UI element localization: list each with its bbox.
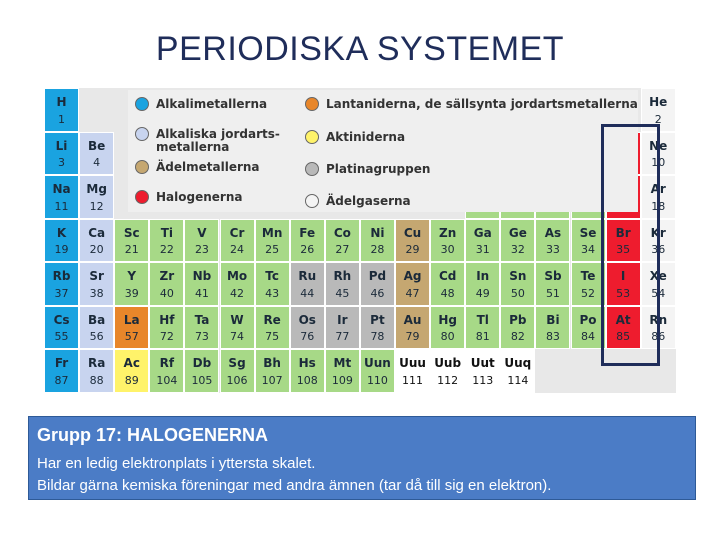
element-symbol: Uuq	[504, 356, 532, 370]
element-symbol: K	[56, 225, 67, 240]
element-number: 37	[54, 286, 69, 300]
legend-label: Aktiniderna	[326, 130, 406, 144]
element-number: 88	[89, 373, 104, 387]
element-number: 109	[331, 373, 353, 387]
element-cell-cr	[220, 219, 255, 263]
element-number: 75	[265, 330, 280, 343]
element-symbol: Pb	[509, 312, 527, 327]
element-symbol: Mt	[333, 356, 352, 370]
element-symbol: Zn	[439, 225, 457, 240]
element-number: 45	[335, 286, 350, 300]
element-symbol: Ar	[650, 182, 666, 196]
element-symbol: Mg	[86, 182, 107, 196]
element-symbol: Os	[298, 312, 316, 327]
element-number: 44	[300, 286, 315, 300]
element-symbol: Ir	[337, 312, 348, 327]
element-symbol: Ni	[370, 225, 385, 240]
element-symbol: Uut	[470, 356, 495, 370]
element-symbol: Rh	[333, 269, 352, 283]
element-cell-uub	[430, 349, 465, 393]
element-cell-ta	[184, 306, 219, 350]
element-symbol: Uun	[364, 356, 391, 370]
info-line-1: Har en ledig elektronplats i yttersta skalet.	[37, 455, 316, 472]
element-number: 86	[651, 330, 666, 343]
element-symbol: Ag	[403, 269, 422, 283]
legend-swatch	[135, 97, 149, 111]
legend-swatch	[135, 190, 149, 204]
element-number: 114	[507, 373, 529, 387]
element-cell-ra	[79, 349, 114, 393]
element-number: 89	[124, 373, 139, 387]
element-symbol: Re	[263, 312, 281, 327]
element-symbol: Se	[579, 225, 597, 240]
legend-swatch	[305, 162, 319, 176]
element-symbol: Na	[52, 182, 71, 196]
element-number: 79	[405, 330, 420, 343]
legend	[128, 90, 638, 212]
element-cell-as	[535, 219, 570, 263]
element-number: 2	[654, 112, 662, 126]
info-line-2: Bildar gärna kemiska föreningar med andra ämnen (tar då till sig en elektron).	[37, 477, 552, 494]
element-number: 76	[300, 330, 315, 343]
element-cell-mn	[255, 219, 290, 263]
element-symbol: Ga	[473, 225, 492, 240]
element-cell-hg	[430, 306, 465, 350]
element-symbol: Uub	[434, 356, 462, 370]
legend-label: Halogenerna	[156, 190, 243, 204]
element-number: 40	[159, 286, 174, 300]
legend-swatch	[135, 160, 149, 174]
element-symbol: Sn	[509, 269, 527, 283]
element-cell-h	[44, 88, 79, 132]
element-cell-zr	[149, 262, 184, 306]
element-number: 24	[230, 243, 245, 256]
element-symbol: Bi	[546, 312, 560, 327]
element-cell-pd	[360, 262, 395, 306]
element-number: 28	[370, 243, 385, 256]
element-cell-re	[255, 306, 290, 350]
element-symbol: Db	[192, 356, 212, 370]
element-symbol: Fe	[299, 225, 316, 240]
element-number: 39	[124, 286, 139, 300]
element-number: 111	[402, 373, 424, 387]
element-symbol: Co	[333, 225, 351, 240]
legend-label: Alkalimetallerna	[156, 97, 268, 111]
element-number: 57	[124, 330, 139, 343]
element-symbol: Ne	[649, 138, 668, 153]
element-symbol: Ra	[87, 356, 106, 370]
element-cell-sb	[535, 262, 570, 306]
element-symbol: I	[620, 269, 626, 283]
element-number: 83	[545, 330, 560, 343]
element-number: 41	[194, 286, 209, 300]
element-cell-v	[184, 219, 219, 263]
element-cell-uun	[360, 349, 395, 393]
element-cell-ru	[290, 262, 325, 306]
element-number: 20	[89, 243, 104, 256]
element-number: 77	[335, 330, 350, 343]
element-cell-au	[395, 306, 430, 350]
element-symbol: Po	[579, 312, 597, 327]
element-cell-rf	[149, 349, 184, 393]
element-cell-hf	[149, 306, 184, 350]
element-symbol: Li	[55, 138, 68, 153]
element-number: 50	[510, 286, 525, 300]
element-number: 104	[156, 373, 178, 387]
element-symbol: Te	[580, 269, 596, 283]
element-symbol: At	[615, 312, 631, 327]
element-number: 55	[54, 330, 69, 343]
element-symbol: As	[544, 225, 562, 240]
element-number: 3	[58, 156, 66, 169]
element-cell-sn	[500, 262, 535, 306]
element-symbol: Uuu	[399, 356, 426, 370]
info-box	[28, 416, 696, 500]
element-symbol: Fr	[54, 356, 69, 370]
element-number: 26	[300, 243, 315, 256]
element-cell-tl	[465, 306, 500, 350]
element-number: 4	[93, 156, 101, 169]
element-cell-ti	[149, 219, 184, 263]
page-title: PERIODISKA SYSTEMET	[155, 30, 565, 68]
element-number: 25	[265, 243, 280, 256]
element-number: 35	[616, 243, 631, 256]
element-cell-hs	[290, 349, 325, 393]
element-symbol: V	[197, 225, 207, 240]
element-cell-in	[465, 262, 500, 306]
element-symbol: Hs	[298, 356, 316, 370]
element-number: 78	[370, 330, 385, 343]
element-number: 46	[370, 286, 385, 300]
element-cell-ni	[360, 219, 395, 263]
element-symbol: Rf	[159, 356, 175, 370]
element-cell-nb	[184, 262, 219, 306]
element-cell-mt	[325, 349, 360, 393]
legend-swatch	[305, 130, 319, 144]
element-cell-mo	[220, 262, 255, 306]
element-number: 1	[58, 112, 66, 126]
element-symbol: Cd	[438, 269, 457, 283]
element-cell-y	[114, 262, 149, 306]
element-symbol: Hg	[438, 312, 457, 327]
element-symbol: Zr	[159, 269, 175, 283]
element-number: 56	[89, 330, 104, 343]
element-symbol: Cr	[229, 225, 245, 240]
element-number: 34	[581, 243, 596, 256]
element-number: 106	[226, 373, 248, 387]
element-number: 21	[124, 243, 139, 256]
element-symbol: Cs	[53, 312, 70, 327]
element-cell-be	[79, 132, 114, 176]
element-symbol: In	[476, 269, 490, 283]
element-symbol: Ru	[298, 269, 317, 283]
element-cell-db	[184, 349, 219, 393]
element-number: 113	[472, 373, 494, 387]
element-number: 30	[440, 243, 455, 256]
element-cell-li	[44, 132, 79, 176]
element-symbol: Sc	[123, 225, 140, 240]
element-cell-ga	[465, 219, 500, 263]
element-symbol: Pt	[370, 312, 385, 327]
legend-label: Platinagruppen	[326, 162, 431, 176]
element-cell-zn	[430, 219, 465, 263]
element-number: 87	[54, 373, 69, 387]
element-symbol: La	[123, 312, 140, 327]
element-cell-cs	[44, 306, 79, 350]
element-cell-ba	[79, 306, 114, 350]
element-cell-w	[220, 306, 255, 350]
element-symbol: Kr	[650, 225, 666, 240]
element-number: 49	[475, 286, 490, 300]
element-number: 23	[194, 243, 209, 256]
element-number: 107	[261, 373, 283, 387]
element-number: 48	[440, 286, 455, 300]
element-symbol: Ac	[123, 356, 140, 370]
element-number: 27	[335, 243, 350, 256]
element-symbol: Sb	[544, 269, 562, 283]
element-number: 80	[440, 330, 455, 343]
element-number: 33	[545, 243, 560, 256]
element-symbol: Sg	[228, 356, 246, 370]
element-symbol: H	[56, 95, 67, 109]
element-cell-uuq	[500, 349, 535, 393]
element-number: 36	[651, 243, 666, 256]
element-number: 54	[651, 286, 666, 300]
element-symbol: Tl	[476, 312, 489, 327]
element-cell-cd	[430, 262, 465, 306]
element-cell-la	[114, 306, 149, 350]
element-cell-bi	[535, 306, 570, 350]
element-cell-ge	[500, 219, 535, 263]
element-cell-na	[44, 175, 79, 219]
element-number: 11	[54, 199, 69, 213]
legend-swatch	[305, 194, 319, 208]
element-symbol: Cu	[403, 225, 422, 240]
element-cell-fr	[44, 349, 79, 393]
element-symbol: Mn	[261, 225, 283, 240]
element-symbol: W	[230, 312, 244, 327]
element-symbol: Rb	[52, 269, 71, 283]
element-symbol: Xe	[649, 269, 667, 283]
element-cell-pt	[360, 306, 395, 350]
element-cell-cu	[395, 219, 430, 263]
element-symbol: Be	[87, 138, 106, 153]
element-number: 22	[159, 243, 174, 256]
element-symbol: Y	[127, 269, 137, 283]
element-symbol: Ba	[88, 312, 106, 327]
element-number: 10	[651, 156, 666, 169]
legend-label: Ädelmetallerna	[156, 160, 260, 174]
element-cell-rb	[44, 262, 79, 306]
element-number: 51	[545, 286, 560, 300]
element-cell-bh	[255, 349, 290, 393]
element-symbol: Pd	[368, 269, 387, 283]
element-number: 18	[651, 199, 666, 213]
legend-swatch	[305, 97, 319, 111]
element-number: 47	[405, 286, 420, 300]
element-symbol: Bh	[263, 356, 281, 370]
element-number: 81	[475, 330, 490, 343]
element-symbol: Hf	[159, 312, 175, 327]
element-cell-fe	[290, 219, 325, 263]
element-number: 74	[230, 330, 245, 343]
legend-label: Alkaliska jordarts- metallerna	[156, 127, 280, 154]
element-number: 31	[475, 243, 490, 256]
element-number: 105	[191, 373, 213, 387]
element-number: 82	[510, 330, 525, 343]
element-number: 72	[159, 330, 174, 343]
element-symbol: Au	[403, 312, 422, 327]
element-cell-uuu	[395, 349, 430, 393]
element-number: 85	[616, 330, 631, 343]
element-symbol: Rn	[649, 312, 668, 327]
element-cell-ac	[114, 349, 149, 393]
element-number: 73	[194, 330, 209, 343]
element-cell-os	[290, 306, 325, 350]
element-symbol: Mo	[226, 269, 248, 283]
group-17-highlight-frame	[601, 124, 660, 366]
info-heading: Grupp 17: HALOGENERNA	[37, 425, 269, 445]
element-symbol: Ca	[88, 225, 106, 240]
element-number: 29	[405, 243, 420, 256]
element-symbol: Nb	[192, 269, 212, 283]
element-cell-sg	[220, 349, 255, 393]
legend-label: Ädelgaserna	[326, 194, 411, 208]
element-cell-k	[44, 219, 79, 263]
element-symbol: Ta	[194, 312, 210, 327]
element-cell-ag	[395, 262, 430, 306]
element-number: 12	[89, 199, 104, 213]
element-cell-mg	[79, 175, 114, 219]
element-cell-tc	[255, 262, 290, 306]
element-symbol: Br	[615, 225, 631, 240]
element-number: 53	[616, 286, 631, 300]
element-cell-uut	[465, 349, 500, 393]
element-number: 52	[581, 286, 596, 300]
legend-label: Lantaniderna, de sällsynta jordartsmetallerna	[326, 97, 638, 111]
element-symbol: He	[649, 95, 668, 109]
element-number: 38	[89, 286, 104, 300]
element-symbol: Ti	[160, 225, 173, 240]
element-symbol: Sr	[89, 269, 104, 283]
element-number: 110	[366, 373, 388, 387]
element-cell-sr	[79, 262, 114, 306]
legend-swatch	[135, 127, 149, 141]
element-cell-pb	[500, 306, 535, 350]
element-number: 43	[265, 286, 280, 300]
element-number: 108	[296, 373, 318, 387]
element-cell-ca	[79, 219, 114, 263]
element-cell-rh	[325, 262, 360, 306]
element-number: 84	[581, 330, 596, 343]
element-number: 42	[230, 286, 245, 300]
element-symbol: Tc	[265, 269, 279, 283]
element-cell-sc	[114, 219, 149, 263]
element-cell-ir	[325, 306, 360, 350]
element-number: 32	[510, 243, 525, 256]
element-number: 112	[437, 373, 459, 387]
element-cell-co	[325, 219, 360, 263]
element-symbol: Ge	[508, 225, 527, 240]
element-number: 19	[54, 243, 69, 256]
